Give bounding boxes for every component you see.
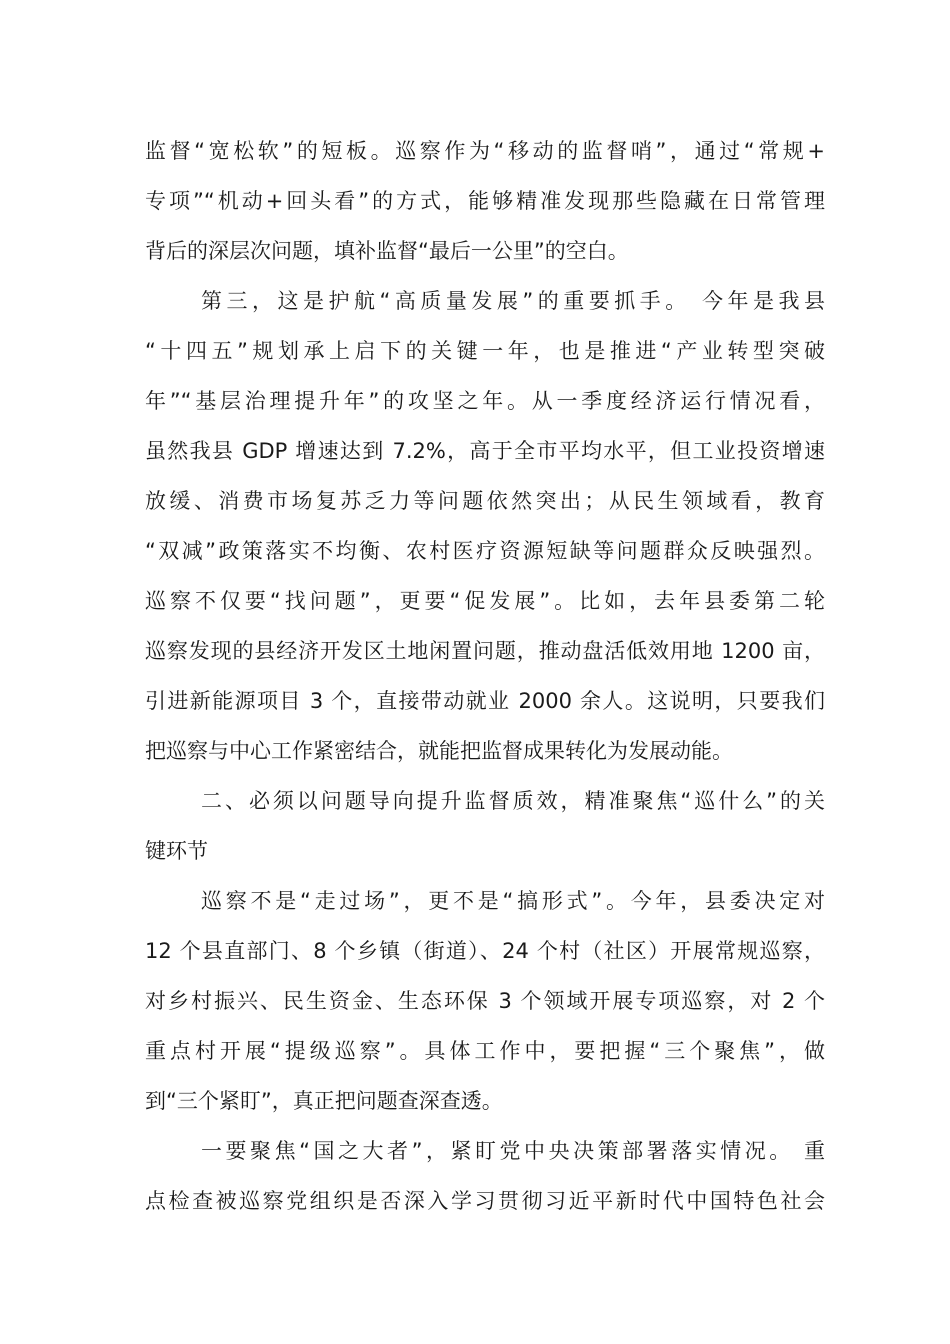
text-line: 重点村开展“提级巡察”。具体工作中，要把握“三个聚焦”，做 bbox=[145, 1039, 825, 1063]
text-line: 背后的深层次问题，填补监督“最后一公里”的空白。 bbox=[145, 239, 629, 263]
text-line: 点检查被巡察党组织是否深入学习贯彻习近平新时代中国特色社会 bbox=[145, 1189, 825, 1213]
text-line: 12 个县直部门、8 个乡镇（街道）、24 个村（社区）开展常规巡察， bbox=[145, 939, 825, 963]
text-line: 放缓、消费市场复苏乏力等问题依然突出；从民生领域看，教育 bbox=[145, 489, 825, 513]
text-line: 专项”“机动+回头看”的方式，能够精准发现那些隐藏在日常管理 bbox=[145, 189, 825, 213]
document-body bbox=[145, 126, 825, 1226]
text-line: 虽然我县 GDP 增速达到 7.2%，高于全市平均水平，但工业投资增速 bbox=[145, 439, 825, 463]
text-line: 年”“基层治理提升年”的攻坚之年。从一季度经济运行情况看， bbox=[145, 389, 825, 413]
text-line: 到“三个紧盯”，真正把问题查深查透。 bbox=[145, 1089, 503, 1113]
text-line: 对乡村振兴、民生资金、生态环保 3 个领域开展专项巡察，对 2 个 bbox=[145, 989, 825, 1013]
text-line: 第三，这是护航“高质量发展”的重要抓手。 今年是我县 bbox=[201, 289, 825, 313]
text-line: 监督“宽松软”的短板。巡察作为“移动的监督哨”，通过“常规+ bbox=[145, 139, 825, 163]
text-line: 巡察发现的县经济开发区土地闲置问题，推动盘活低效用地 1200 亩， bbox=[145, 639, 825, 663]
text-line: 把巡察与中心工作紧密结合，就能把监督成果转化为发展动能。 bbox=[145, 739, 733, 763]
text-line: 巡察不仅要“找问题”，更要“促发展”。比如，去年县委第二轮 bbox=[145, 589, 825, 613]
text-line: 一要聚焦“国之大者”，紧盯党中央决策部署落实情况。 重 bbox=[201, 1139, 825, 1163]
section-heading-line: 二、必须以问题导向提升监督质效，精准聚焦“巡什么”的关 bbox=[201, 789, 825, 813]
text-line: 引进新能源项目 3 个，直接带动就业 2000 余人。这说明，只要我们 bbox=[145, 689, 825, 713]
text-line: “双减”政策落实不均衡、农村医疗资源短缺等问题群众反映强烈。 bbox=[145, 539, 825, 563]
text-line: “十四五”规划承上启下的关键一年，也是推进“产业转型突破 bbox=[145, 339, 825, 363]
section-heading-line: 键环节 bbox=[145, 839, 208, 863]
text-line: 巡察不是“走过场”，更不是“搞形式”。今年，县委决定对 bbox=[201, 889, 825, 913]
